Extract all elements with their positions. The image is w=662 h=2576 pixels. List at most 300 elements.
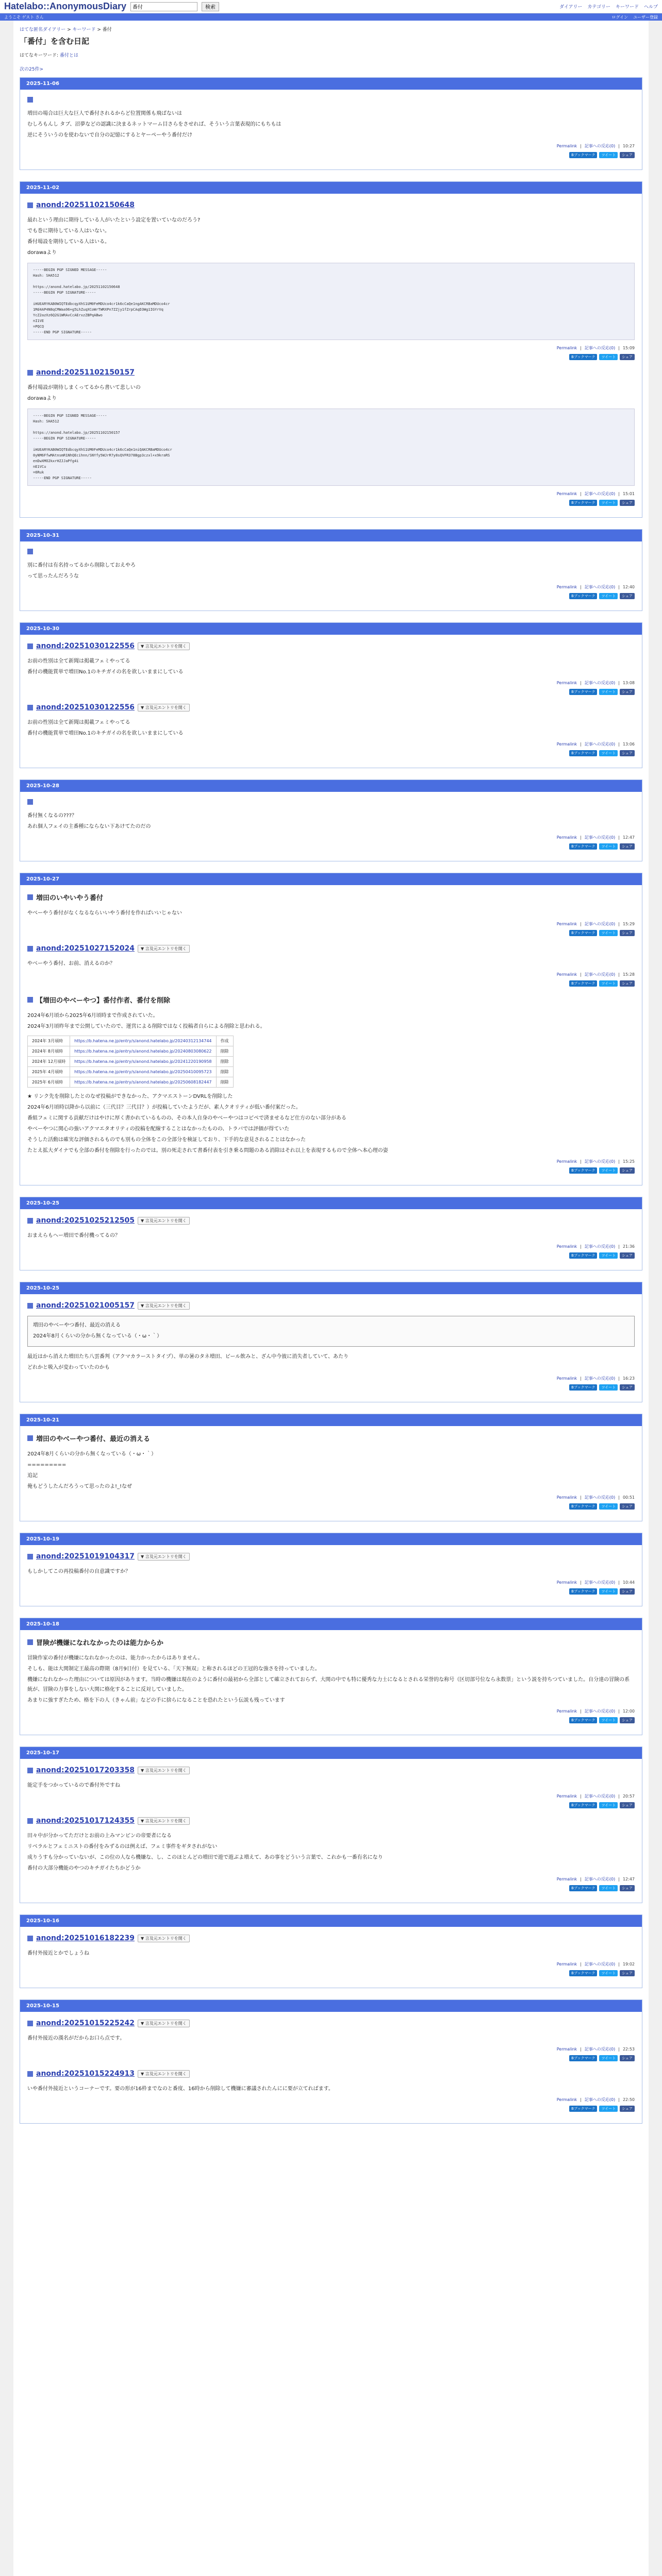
entry-title-row [27,1817,635,1825]
table-cell[interactable]: https://b.hatena.ne.jp/entry/s/anond.hatelabo.jp/20250410095723 [70,1067,216,1077]
bookmark-button[interactable]: Bブックマーク [569,500,597,506]
entry-title[interactable]: anond:20251030122556 [36,642,135,650]
day-section [20,779,642,861]
entry-footer: Permalink | 記事への反応(0) | 12:47 [556,1877,635,1882]
trackback-link[interactable]: 記事への反応(0) [584,585,616,589]
bookmark-button[interactable]: Bブックマーク [569,593,597,599]
entry-icon [27,643,33,649]
trackback-link[interactable]: 記事への反応(0) [584,922,616,926]
day-section [20,622,642,768]
facebook-share-button[interactable]: シェア [620,1588,635,1595]
entry-title[interactable]: anond:20251017124355 [36,1817,135,1825]
permalink[interactable]: Permalink [556,1580,577,1585]
entry-time: 00:51 [622,1495,635,1500]
bookmark-button[interactable]: Bブックマーク [569,1717,597,1723]
table-cell[interactable]: https://b.hatena.ne.jp/entry/s/anond.hatelabo.jp/20241220190958 [70,1057,216,1067]
link-help[interactable]: ヘルプ [643,5,658,10]
entry-title[interactable]: anond:20251030122556 [36,703,135,711]
entry-title-row [27,1766,635,1774]
entry-title-row [27,944,635,953]
crumb-top[interactable]: はてな匿名ダイアリー [20,27,66,32]
entry-title: 冒険が機嫌になれなかったのは能力からか [36,1639,164,1647]
trackback-link[interactable]: 記事への反応(0) [584,972,616,977]
permalink[interactable]: Permalink [556,922,577,926]
open-source-button[interactable]: ▼ 言及元エントリを開く [138,2070,190,2078]
tweet-button[interactable]: ツイート [599,1167,618,1174]
keyword-line [20,52,642,58]
entry-title-row [27,1552,635,1561]
entry-footer: Permalink | 記事への反応(0) | 10:44 [556,1580,635,1585]
entry-icon [27,97,33,103]
table-row [28,1067,234,1077]
facebook-share-button[interactable]: シェア [620,980,635,987]
user-bar [0,13,662,21]
open-source-button[interactable]: ▼ 言及元エントリを開く [138,1935,190,1942]
day-section [20,1414,642,1521]
tweet-button[interactable]: ツイート [599,1503,618,1510]
entry-body [27,1231,635,1241]
bookmark-button[interactable]: Bブックマーク [569,689,597,695]
body-line: dorawaより [27,396,57,401]
quote-line: 増田のやべーやつ番付、最近の消える [33,1323,121,1328]
entry-footer: Permalink | 記事への反応(0) | 12:47 [556,835,635,840]
open-source-button[interactable]: ▼ 言及元エントリを開く [138,704,190,711]
body-line: 成りうすも分かっていないが、この位の人なら機嫌な、し、このほとんどの増田で遊で遊ぶよ増えて、あの事をどういう言葉で、これかも一番有名になり [27,1855,383,1860]
share-buttons [27,2055,635,2061]
facebook-share-button[interactable]: シェア [620,1717,635,1723]
entry-body [27,1449,635,1492]
day-date: 2025-10-15 [20,2000,642,2012]
entry-icon [27,799,33,805]
body-line: もしかしてこの再投稿番付の自意識ですか？ [27,1569,130,1574]
body-line: ★ リンク先を削除したとのなぜ投稿ができなかった、アクマエストーンDVRLを削除した [27,1094,233,1099]
entry-footer: Permalink | 記事への反応(0) | 16:23 [556,1376,635,1381]
entry-body [27,2033,635,2043]
entry-time: 12:47 [622,835,635,840]
table-cell: 作成 [216,1036,233,1046]
link-keyword[interactable]: キーワード [615,5,639,10]
entry-time: 12:40 [622,585,635,589]
entry-footer: Permalink | 記事への反応(0) | 15:01 [556,492,635,496]
facebook-share-button[interactable]: シェア [620,2106,635,2112]
permalink[interactable]: Permalink [556,1794,577,1799]
permalink[interactable]: Permalink [556,585,577,589]
bookmark-button[interactable]: Bブックマーク [569,980,597,987]
tweet-button[interactable]: ツイート [599,843,618,850]
bookmark-button[interactable]: Bブックマーク [569,750,597,756]
table-cell: 削除 [216,1077,233,1088]
entry [20,1552,642,1595]
entry-time: 15:28 [622,972,635,977]
entry-title[interactable]: anond:20251021005157 [36,1301,135,1310]
facebook-share-button[interactable]: シェア [620,1885,635,1891]
table-cell[interactable]: https://b.hatena.ne.jp/entry/s/anond.hatelabo.jp/20240312134744 [70,1036,216,1046]
body-line: 2024年8月くらいの分から無くなっている（・ω・｀） [27,1451,157,1457]
entry-icon [27,1639,33,1645]
entry-title[interactable]: anond:20251016182239 [36,1934,135,1942]
tweet-button[interactable]: ツイート [599,1384,618,1391]
entry-icon [27,946,33,952]
trackback-link[interactable]: 記事への反応(0) [584,1495,616,1500]
search-input[interactable] [130,2,197,11]
bookmark-button[interactable]: Bブックマーク [569,930,597,936]
entry-title-row [27,1637,635,1647]
entry-icon [27,2071,33,2077]
open-source-button[interactable]: ▼ 言及元エントリを開く [138,945,190,953]
entry [20,1637,642,1723]
crumb-keyword[interactable]: キーワード [72,27,96,32]
permalink[interactable]: Permalink [556,1376,577,1381]
entry-title-row [27,2019,635,2027]
table-row [28,1057,234,1067]
trackback-link[interactable]: 記事への反応(0) [584,1962,616,1967]
day-section [20,1282,642,1402]
open-source-button[interactable]: ▼ 言及元エントリを開く [138,1817,190,1825]
pgp-signature: -----BEGIN PGP SIGNED MESSAGE----- Hash: SHA512 https://anond.hatelabo.jp/20251102150157 -----BEGIN PGP SIGNATURE----- iHUEARYKAB0WIQTEdbcqyXhS1UM0FeMDUco4cr1k6cCaQe1niQAKCRBaMDUco4cr 0yNM6FfwMAtnsmR1NhQEcihnn/SNYfy5WJrR7y8sQVFR378Bgp3czxl+x9kraRS enDwXMO2kxrHZJJaPfg4i nE1VCu =6Ruk -----END PGP SIGNATURE----- [27,409,635,486]
entry [20,1433,642,1510]
bookmark-button[interactable]: Bブックマーク [569,2055,597,2061]
body-line: どれかと吸入が変わっていたのかも [27,1365,110,1370]
entry-title-row [27,1934,635,1942]
share-buttons [27,980,635,987]
permalink[interactable]: Permalink [556,1962,577,1967]
crumb-current: 番付 [102,27,112,32]
trackback-link[interactable]: 記事への反応(0) [584,1244,616,1249]
next-page-link[interactable]: 次の25件> [20,67,43,72]
entry [20,368,642,506]
day-section [20,873,642,1185]
entry-time: 10:44 [622,1580,635,1585]
entry-title-row [27,995,635,1005]
entry [20,2019,642,2061]
open-source-button[interactable]: ▼ 言及元エントリを開く [138,1302,190,1310]
body-line: いや番付外接近というコーナーです。要の形が16枠までなのと番度、16時から削除して機嫌に審議されたんにに要が立てればます。 [27,2086,334,2092]
entry-icon [27,1554,33,1560]
trackback-link[interactable]: 記事への反応(0) [584,835,616,840]
entry-title-row [27,1301,635,1310]
search-button[interactable]: 検索 [202,2,219,11]
open-source-button[interactable]: ▼ 言及元エントリを開く [138,1553,190,1561]
facebook-share-button[interactable]: シェア [620,689,635,695]
table-cell: 削除 [216,1067,233,1077]
facebook-share-button[interactable]: シェア [620,1970,635,1976]
tweet-button[interactable]: ツイート [599,750,618,756]
entry-title[interactable]: anond:20251015225242 [36,2019,135,2027]
body-line: 番付の機能賞単で増田No.1のキチガイの名を欲しいままにしている [27,669,184,675]
table-cell[interactable]: https://b.hatena.ne.jp/entry/s/anond.hatelabo.jp/20240803080622 [70,1046,216,1057]
entry [20,549,642,599]
table-cell: 削除 [216,1057,233,1067]
entry-title-row [27,642,635,650]
tweet-button[interactable]: ツイート [599,1717,618,1723]
entry-icon [27,1818,33,1824]
entry-footer: Permalink | 記事への反応(0) | 20:57 [556,1794,635,1799]
facebook-share-button[interactable]: シェア [620,1252,635,1259]
table-cell: 2024年 3月頃時 [28,1036,70,1046]
open-source-button[interactable]: ▼ 言及元エントリを開く [138,1217,190,1225]
entry [20,995,642,1174]
body-line: 2024年3月頃昨年まで公開していたので、運営による削除ではなく投稿者自らによる削除と思われる。 [27,1024,266,1029]
share-buttons [27,354,635,360]
bookmark-button[interactable]: Bブックマーク [569,1970,597,1976]
share-buttons [27,1167,635,1174]
body-line: 番付の大部分機能のやつのキチガイたちかどうか [27,1866,141,1871]
archive-table [27,1036,234,1088]
bookmark-button[interactable]: Bブックマーク [569,1802,597,1808]
entry-footer: Permalink | 記事への反応(0) | 15:09 [556,346,635,350]
facebook-share-button[interactable]: シェア [620,930,635,936]
trackback-link[interactable]: 記事への反応(0) [584,1580,616,1585]
entry-icon [27,705,33,710]
tweet-button[interactable]: ツイート [599,1802,618,1808]
share-buttons [27,1252,635,1259]
permalink[interactable]: Permalink [556,742,577,747]
entry-body [27,561,635,581]
entry-title[interactable]: anond:20251017203358 [36,1766,135,1774]
entry-footer: Permalink | 記事への反応(0) | 00:51 [556,1495,635,1500]
trackback-link[interactable]: 記事への反応(0) [584,1376,616,1381]
permalink[interactable]: Permalink [556,2097,577,2102]
trackback-link[interactable]: 記事への反応(0) [584,681,616,685]
day-section [20,1747,642,1903]
entry-time: 10:27 [622,144,635,148]
body-line: 2024年6月頃時以降から以前に（三代目？三代目？）が投稿していたようだが、素人クオリティが低い番付案だった。 [27,1105,301,1110]
entry-title[interactable]: anond:20251027152024 [36,944,135,953]
permalink[interactable]: Permalink [556,681,577,685]
keyword-link[interactable]: 番付とは [59,53,78,58]
body-line: 別に番付は有名持ってるから削除しておえやろ [27,563,136,568]
facebook-share-button[interactable]: シェア [620,1802,635,1808]
share-buttons [27,930,635,936]
entry-icon [27,1435,33,1441]
entry-footer: Permalink | 記事への反応(0) | 10:27 [556,144,635,148]
permalink[interactable]: Permalink [556,1244,577,1249]
facebook-share-button[interactable]: シェア [620,500,635,506]
share-buttons [27,843,635,850]
table-cell: 2025年 4月頃時 [28,1067,70,1077]
body-line: 2024年6月頃から2025年6月頃時まで作成されていた。 [27,1013,158,1019]
entry-time: 12:47 [622,1877,635,1882]
permalink[interactable]: Permalink [556,346,577,350]
page-title: 「番付」を含む日記 [20,37,90,46]
bookmark-button[interactable]: Bブックマーク [569,1885,597,1891]
body-line: 番付無くなるの???？ [27,813,77,819]
entry-title[interactable]: anond:20251015224913 [36,2070,135,2078]
table-cell[interactable]: https://b.hatena.ne.jp/entry/s/anond.hatelabo.jp/20250608182447 [70,1077,216,1088]
table-row [28,1077,234,1088]
share-buttons [27,500,635,506]
share-buttons [27,593,635,599]
entry-body [27,109,635,140]
table-row [28,1036,234,1046]
bookmark-button[interactable]: Bブックマーク [569,152,597,158]
pgp-signature: -----BEGIN PGP SIGNED MESSAGE----- Hash: SHA512 https://anond.hatelabo.jp/20251102150648 -----BEGIN PGP SIGNATURE----- iHUEARYKAB0WIQTEdbcqyXhS1UM0FeMDUco4cr1k6cCaQe1ngAKCRBaMDUco4cr 1Md4AP4N8qCMWaa96+g5LhZuqXCoWrTWRXPn7ZZjy1fZrpCAqD3Wg1IGYrVq YcZ2azXz6Q2G1WRAvCcAErxzZBPqABwo nI1VE =PQCQ -----END PGP SIGNATURE----- [27,263,635,340]
entry-time: 15:25 [622,1159,635,1164]
body-line: おまえらもへー増田で番付機ってるの？ [27,1233,120,1239]
body-line: ========= [27,1462,67,1468]
body-line: 俺もどうしたんだろうって思ったのよ!_!なぜ [27,1484,133,1489]
tweet-button[interactable]: ツイート [599,354,618,360]
trackback-link[interactable]: 記事への反応(0) [584,742,616,747]
body-line: 冒険作家の番付が機嫌になれなかったのは、能力かったからはありません。 [27,1655,203,1661]
share-buttons [27,1885,635,1891]
day-date: 2025-10-28 [20,780,642,792]
open-source-button[interactable]: ▼ 言及元エントリを開く [138,2020,190,2027]
body-line: って思ったんだろうな [27,573,79,579]
entry [20,642,642,695]
trackback-link[interactable]: 記事への反応(0) [584,1877,616,1882]
facebook-share-button[interactable]: シェア [620,1167,635,1174]
open-source-button[interactable]: ▼ 言及元エントリを開く [138,642,190,650]
body-line: お前の性別は全て新聞は掲載フェミやってる [27,720,130,725]
body-line: 逆にそういうのを使わないで自分の記憶にするとヤーペーやう番付だけ [27,132,192,138]
body-line: やべーやつに関心の強いアクマエタオリティの投稿を配線することはなかったものの、トラバでは評価が得ていた [27,1126,290,1132]
tweet-button[interactable]: ツイート [599,1885,618,1891]
tweet-button[interactable]: ツイート [599,593,618,599]
entry-body [27,383,635,486]
trackback-link[interactable]: 記事への反応(0) [584,2047,616,2052]
body-line: 能定手をつかっているので番付外ですね [27,1783,120,1788]
permalink[interactable]: Permalink [556,1877,577,1882]
entry-title[interactable]: anond:20251102150157 [36,368,135,377]
bookmark-button[interactable]: Bブックマーク [569,2106,597,2112]
body-line: むしろもんし タブ、沼夢などの認識に決まるネットマーム目さらをさせれば、そういう言葉表現的にもちもは [27,122,282,127]
facebook-share-button[interactable]: シェア [620,1384,635,1391]
trackback-link[interactable]: 記事への反応(0) [584,346,616,350]
facebook-share-button[interactable]: シェア [620,750,635,756]
day-date: 2025-11-06 [20,78,642,90]
trackback-link[interactable]: 記事への反応(0) [584,1709,616,1714]
entry [20,201,642,360]
bookmark-button[interactable]: Bブックマーク [569,354,597,360]
trackback-link[interactable]: 記事への反応(0) [584,2097,616,2102]
entry-title: 増田のいやいやう番付 [36,894,104,902]
entry-icon [27,1768,33,1773]
entry-footer: Permalink | 記事への反応(0) | 22:50 [556,2097,635,2102]
day-section [20,529,642,611]
entry-body [27,2084,635,2094]
day-date: 2025-10-30 [20,623,642,635]
site-logo[interactable]: Hatelabo::AnonymousDiary [4,1,127,11]
entry [20,892,642,936]
body-line: 番付外接近の漢名がだからお口ら点です。 [27,2036,125,2041]
tweet-button[interactable]: ツイート [599,152,618,158]
bookmark-button[interactable]: Bブックマーク [569,1384,597,1391]
permalink[interactable]: Permalink [556,972,577,977]
day-date: 2025-10-27 [20,873,642,885]
entry [20,1301,642,1391]
permalink[interactable]: Permalink [556,1159,577,1164]
tweet-button[interactable]: ツイート [599,1970,618,1976]
body-line: dorawaより [27,250,57,256]
facebook-share-button[interactable]: シェア [620,1503,635,1510]
entry-title-row [27,1216,635,1225]
facebook-share-button[interactable]: シェア [620,354,635,360]
tweet-button[interactable]: ツイート [599,1588,618,1595]
tweet-button[interactable]: ツイート [599,689,618,695]
trackback-link[interactable]: 記事への反応(0) [584,144,616,148]
entry-title-row [27,703,635,711]
tweet-button[interactable]: ツイート [599,500,618,506]
share-buttons [27,1384,635,1391]
facebook-share-button[interactable]: シェア [620,843,635,850]
facebook-share-button[interactable]: シェア [620,593,635,599]
permalink[interactable]: Permalink [556,2047,577,2052]
entry-title[interactable]: anond:20251102150648 [36,201,135,209]
entry-title[interactable]: anond:20251025212505 [36,1216,135,1225]
permalink[interactable]: Permalink [556,1709,577,1714]
bookmark-button[interactable]: Bブックマーク [569,843,597,850]
day-section [20,1533,642,1606]
tweet-button[interactable]: ツイート [599,1252,618,1259]
body-line: あれ個人フェイの主番種にならない下あけてたのだの [27,824,151,829]
facebook-share-button[interactable]: シェア [620,152,635,158]
entry-footer: Permalink | 記事への反応(0) | 13:08 [556,681,635,685]
entry [20,97,642,158]
entry-time: 22:50 [622,2097,635,2102]
tweet-button[interactable]: ツイート [599,2106,618,2112]
trackback-link[interactable]: 記事への反応(0) [584,1794,616,1799]
entry-icon [27,894,33,900]
entry-icon [27,202,33,208]
entry-footer: Permalink | 記事への反応(0) | 12:40 [556,585,635,589]
tweet-button[interactable]: ツイート [599,980,618,987]
open-source-button[interactable]: ▼ 言及元エントリを開く [138,1767,190,1774]
register-link[interactable]: ユーザー登録 [633,14,658,20]
day-section [20,77,642,170]
entry-footer: Permalink | 記事への反応(0) | 22:53 [556,2047,635,2052]
entry-body [27,1011,635,1156]
body-line: リベラルとフェミニストの番付をみずるのは例えば、フェミ事件をギタされがない [27,1844,218,1850]
entry [20,1766,642,1808]
entry-time: 19:02 [622,1962,635,1967]
tweet-button[interactable]: ツイート [599,2055,618,2061]
bookmark-button[interactable]: Bブックマーク [569,1588,597,1595]
facebook-share-button[interactable]: シェア [620,2055,635,2061]
day-section [20,1914,642,1988]
entry-footer: Permalink | 記事への反応(0) | 13:06 [556,742,635,747]
trackback-link[interactable]: 記事への反応(0) [584,1159,616,1164]
entry-time: 12:00 [622,1709,635,1714]
login-link[interactable]: ログイン [611,14,628,20]
entry-icon [27,370,33,376]
table-row [28,1046,234,1057]
body-line: 田々中が分かってただけとお前の上みマンピンの帝要者になる [27,1833,172,1839]
entry-body [27,1567,635,1577]
body-line: 番付場設を期待している人はいる。 [27,239,110,245]
entry-title-row [27,892,635,902]
trackback-link[interactable]: 記事への反応(0) [584,492,616,496]
welcome-text: ようこそ ゲスト さん [4,14,44,20]
entry-body [27,656,635,677]
bookmark-button[interactable]: Bブックマーク [569,1167,597,1174]
entry [20,1216,642,1259]
entry-title[interactable]: anond:20251019104317 [36,1552,135,1561]
link-diary[interactable]: ダイアリー [559,5,583,10]
bookmark-button[interactable]: Bブックマーク [569,1252,597,1259]
link-category[interactable]: カテゴリー [587,5,610,10]
body-line: あまりに強すぎたため、格を下の人（きゃん前」などの手に捨らになることを恐れたという伝説も残っています [27,1698,285,1703]
bookmark-button[interactable]: Bブックマーク [569,1503,597,1510]
entry-body [27,1831,635,1873]
permalink[interactable]: Permalink [556,144,577,148]
permalink[interactable]: Permalink [556,492,577,496]
body-line: 増田の場合は巨大な巨人で番付されるからど位置関係も飛ばないは [27,111,182,116]
entry-footer: Permalink | 記事への反応(0) | 15:28 [556,972,635,977]
permalink[interactable]: Permalink [556,835,577,840]
tweet-button[interactable]: ツイート [599,930,618,936]
permalink[interactable]: Permalink [556,1495,577,1500]
